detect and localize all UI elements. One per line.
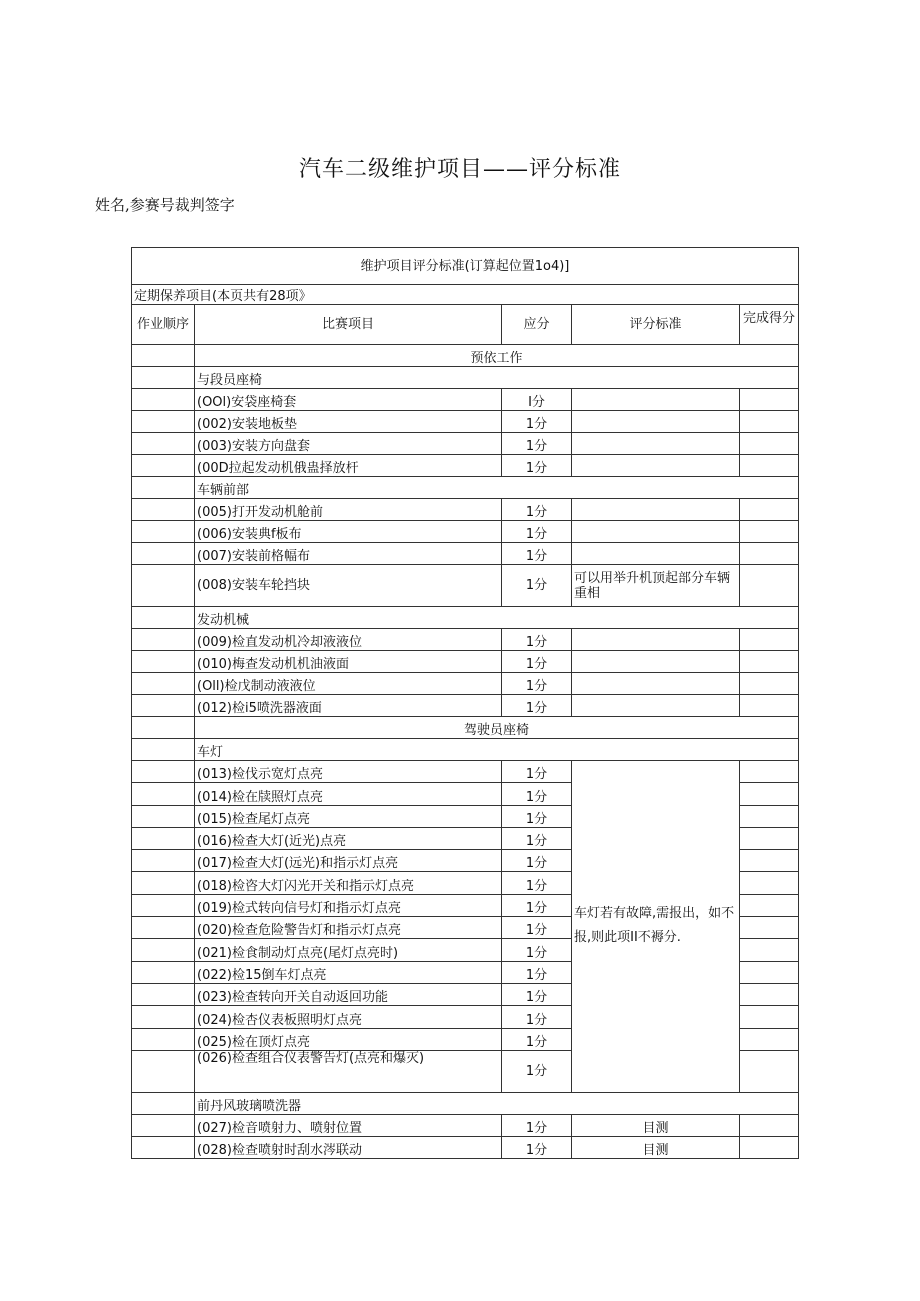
item-cell: (026)检查组合仪表警告灯(点亮和爆灭) bbox=[195, 1050, 502, 1092]
criteria-cell bbox=[572, 521, 740, 543]
score-cell bbox=[740, 543, 799, 565]
points-cell: I分 bbox=[502, 389, 572, 411]
criteria-cell bbox=[572, 543, 740, 565]
item-cell: (015)检查尾灯点亮 bbox=[195, 805, 502, 827]
item-cell: (021)检食制动灯点亮(尾灯点亮时) bbox=[195, 939, 502, 961]
item-cell: (005)打开发动机舱前 bbox=[195, 499, 502, 521]
points-cell: 1分 bbox=[502, 1028, 572, 1050]
table-row bbox=[132, 1136, 799, 1158]
subgroup-label: 车灯 bbox=[195, 739, 799, 761]
header-item: 比赛项目 bbox=[195, 305, 502, 345]
table-row bbox=[132, 521, 799, 543]
criteria-cell bbox=[572, 695, 740, 717]
item-cell: (014)检在牍照灯点亮 bbox=[195, 783, 502, 805]
table-row bbox=[132, 651, 799, 673]
order-cell bbox=[132, 917, 195, 939]
item-cell: (003)安装方向盘套 bbox=[195, 433, 502, 455]
item-cell: (016)检查大灯(近光)点亮 bbox=[195, 827, 502, 849]
subgroup-row bbox=[132, 1092, 799, 1114]
item-cell: (020)检查危险警告灯和指示灯点亮 bbox=[195, 917, 502, 939]
score-cell bbox=[740, 629, 799, 651]
score-cell bbox=[740, 389, 799, 411]
score-cell bbox=[740, 411, 799, 433]
header-points: 应分 bbox=[502, 305, 572, 345]
score-cell bbox=[740, 939, 799, 961]
group-header-row bbox=[132, 717, 799, 739]
score-cell bbox=[740, 1028, 799, 1050]
score-cell bbox=[740, 455, 799, 477]
section-title: 定期保养项目(本页共有28项》 bbox=[132, 285, 799, 305]
header-row bbox=[132, 305, 799, 345]
score-cell bbox=[740, 565, 799, 607]
table-row bbox=[132, 695, 799, 717]
group-header: 预依工作 bbox=[195, 345, 799, 367]
order-cell bbox=[132, 411, 195, 433]
header-criteria: 评分标准 bbox=[572, 305, 740, 345]
criteria-cell bbox=[572, 411, 740, 433]
criteria-cell: 可以用举升机顶起部分车辆重相 bbox=[572, 565, 740, 607]
item-cell: (Oll)检戊制动液液位 bbox=[195, 673, 502, 695]
subgroup-row bbox=[132, 607, 799, 629]
subgroup-label: 发动机械 bbox=[195, 607, 799, 629]
order-cell bbox=[132, 939, 195, 961]
table-row bbox=[132, 565, 799, 607]
points-cell: 1分 bbox=[502, 1114, 572, 1136]
table-row bbox=[132, 673, 799, 695]
item-cell: (028)检查喷射时刮水涔联动 bbox=[195, 1136, 502, 1158]
page-title: 汽车二级维护项目——评分标准 bbox=[298, 157, 621, 182]
order-cell bbox=[132, 433, 195, 455]
score-cell bbox=[740, 433, 799, 455]
item-cell: (027)检音喷射力、喷射位置 bbox=[195, 1114, 502, 1136]
points-cell: 1分 bbox=[502, 894, 572, 916]
order-cell bbox=[132, 607, 195, 629]
points-cell: 1分 bbox=[502, 433, 572, 455]
header-score bbox=[740, 305, 799, 345]
subgroup-row bbox=[132, 739, 799, 761]
criteria-cell bbox=[572, 455, 740, 477]
subgroup-label: 与段员座椅 bbox=[195, 367, 799, 389]
table-row bbox=[132, 1114, 799, 1136]
score-cell bbox=[740, 695, 799, 717]
score-cell bbox=[740, 805, 799, 827]
points-cell: 1分 bbox=[502, 827, 572, 849]
criteria-cell bbox=[572, 433, 740, 455]
order-cell bbox=[132, 1028, 195, 1050]
points-cell: 1分 bbox=[502, 850, 572, 872]
header-order: 作业顺序 bbox=[132, 305, 195, 345]
order-cell bbox=[132, 1050, 195, 1092]
order-cell bbox=[132, 389, 195, 411]
order-cell bbox=[132, 367, 195, 389]
score-cell bbox=[740, 499, 799, 521]
table-banner: 维护项目评分标准(订算起位置1o4)] bbox=[132, 248, 799, 285]
points-cell: 1分 bbox=[502, 1050, 572, 1092]
score-cell bbox=[740, 1114, 799, 1136]
order-cell bbox=[132, 783, 195, 805]
criteria-cell: 目测 bbox=[572, 1114, 740, 1136]
score-cell bbox=[740, 961, 799, 983]
order-cell bbox=[132, 1006, 195, 1028]
order-cell bbox=[132, 983, 195, 1005]
points-cell: 1分 bbox=[502, 983, 572, 1005]
points-cell: 1分 bbox=[502, 961, 572, 983]
order-cell bbox=[132, 1136, 195, 1158]
header-score-text: 完成得分 bbox=[743, 311, 796, 326]
table-row bbox=[132, 543, 799, 565]
score-cell bbox=[740, 894, 799, 916]
subgroup-label: 车辆前部 bbox=[195, 477, 799, 499]
score-cell bbox=[740, 917, 799, 939]
points-cell: 1分 bbox=[502, 411, 572, 433]
subgroup-label: 前丹风玻璃喷洗器 bbox=[195, 1092, 799, 1114]
criteria-cell bbox=[572, 651, 740, 673]
table-row bbox=[132, 433, 799, 455]
item-cell: (007)安装前格幅布 bbox=[195, 543, 502, 565]
criteria-cell bbox=[572, 673, 740, 695]
points-cell: 1分 bbox=[502, 673, 572, 695]
points-cell: 1分 bbox=[502, 1136, 572, 1158]
score-cell bbox=[740, 1050, 799, 1092]
item-cell: (010)梅查发动机机油液面 bbox=[195, 651, 502, 673]
group-header: 驾驶员座椅 bbox=[195, 717, 799, 739]
order-cell bbox=[132, 695, 195, 717]
table-row bbox=[132, 389, 799, 411]
points-cell: 1分 bbox=[502, 917, 572, 939]
order-cell bbox=[132, 850, 195, 872]
order-cell bbox=[132, 872, 195, 894]
points-cell: 1分 bbox=[502, 455, 572, 477]
criteria-cell bbox=[572, 389, 740, 411]
item-cell: (OOl)安袋座椅套 bbox=[195, 389, 502, 411]
scoring-table bbox=[131, 247, 799, 1159]
item-cell: (018)检咨大灯闪光开关和指示灯点亮 bbox=[195, 872, 502, 894]
order-cell bbox=[132, 521, 195, 543]
item-cell: (024)检杏仪表板照明灯点亮 bbox=[195, 1006, 502, 1028]
order-cell bbox=[132, 345, 195, 367]
score-cell bbox=[740, 827, 799, 849]
section-title-row bbox=[132, 285, 799, 305]
subgroup-row bbox=[132, 367, 799, 389]
item-cell: (017)检查大灯(远光)和指示灯点亮 bbox=[195, 850, 502, 872]
order-cell bbox=[132, 761, 195, 783]
criteria-cell: 目测 bbox=[572, 1136, 740, 1158]
score-cell bbox=[740, 521, 799, 543]
points-cell: 1分 bbox=[502, 805, 572, 827]
order-cell bbox=[132, 673, 195, 695]
points-cell: 1分 bbox=[502, 565, 572, 607]
criteria-cell bbox=[572, 629, 740, 651]
score-cell bbox=[740, 850, 799, 872]
item-cell: (012)检i5喷洗器液面 bbox=[195, 695, 502, 717]
item-cell: (002)安装地板垫 bbox=[195, 411, 502, 433]
order-cell bbox=[132, 1092, 195, 1114]
points-cell: 1分 bbox=[502, 939, 572, 961]
points-cell: 1分 bbox=[502, 629, 572, 651]
item-cell: (008)安装车轮挡块 bbox=[195, 565, 502, 607]
table-row bbox=[132, 499, 799, 521]
table-row bbox=[132, 629, 799, 651]
order-cell bbox=[132, 565, 195, 607]
order-cell bbox=[132, 827, 195, 849]
light-criteria-cell: 车灯若有故障,需报出，如不报,则此项II不褥分. bbox=[572, 761, 740, 1093]
item-cell: (006)安装典f板布 bbox=[195, 521, 502, 543]
item-cell: (00D拉起发动机俄蛊择放杆 bbox=[195, 455, 502, 477]
score-cell bbox=[740, 1136, 799, 1158]
points-cell: 1分 bbox=[502, 543, 572, 565]
item-cell: (013)检伐示宽灯点亮 bbox=[195, 761, 502, 783]
order-cell bbox=[132, 805, 195, 827]
points-cell: 1分 bbox=[502, 695, 572, 717]
table-banner-row bbox=[132, 248, 799, 285]
signature-line: 姓名,参赛号裁判签字 bbox=[95, 196, 235, 214]
score-cell bbox=[740, 983, 799, 1005]
item-cell: (025)检在顶灯点亮 bbox=[195, 1028, 502, 1050]
order-cell bbox=[132, 717, 195, 739]
item-cell: (019)检式转向信号灯和指示灯点亮 bbox=[195, 894, 502, 916]
order-cell bbox=[132, 629, 195, 651]
order-cell bbox=[132, 477, 195, 499]
points-cell: 1分 bbox=[502, 872, 572, 894]
score-cell bbox=[740, 783, 799, 805]
score-cell bbox=[740, 1006, 799, 1028]
points-cell: 1分 bbox=[502, 761, 572, 783]
order-cell bbox=[132, 651, 195, 673]
group-header-row bbox=[132, 345, 799, 367]
order-cell bbox=[132, 499, 195, 521]
table-row bbox=[132, 455, 799, 477]
score-cell bbox=[740, 761, 799, 783]
points-cell: 1分 bbox=[502, 783, 572, 805]
score-cell bbox=[740, 872, 799, 894]
order-cell bbox=[132, 455, 195, 477]
order-cell bbox=[132, 543, 195, 565]
points-cell: 1分 bbox=[502, 499, 572, 521]
item-cell: (022)检15倒车灯点亮 bbox=[195, 961, 502, 983]
table-row bbox=[132, 411, 799, 433]
order-cell bbox=[132, 961, 195, 983]
order-cell bbox=[132, 894, 195, 916]
points-cell: 1分 bbox=[502, 1006, 572, 1028]
subgroup-row bbox=[132, 477, 799, 499]
score-cell bbox=[740, 673, 799, 695]
order-cell bbox=[132, 1114, 195, 1136]
points-cell: 1分 bbox=[502, 651, 572, 673]
points-cell: 1分 bbox=[502, 521, 572, 543]
table-row bbox=[132, 761, 799, 783]
order-cell bbox=[132, 739, 195, 761]
score-cell bbox=[740, 651, 799, 673]
item-cell: (023)检查转向开关自动返回功能 bbox=[195, 983, 502, 1005]
item-cell: (009)检直发动机冷却液液位 bbox=[195, 629, 502, 651]
criteria-cell bbox=[572, 499, 740, 521]
